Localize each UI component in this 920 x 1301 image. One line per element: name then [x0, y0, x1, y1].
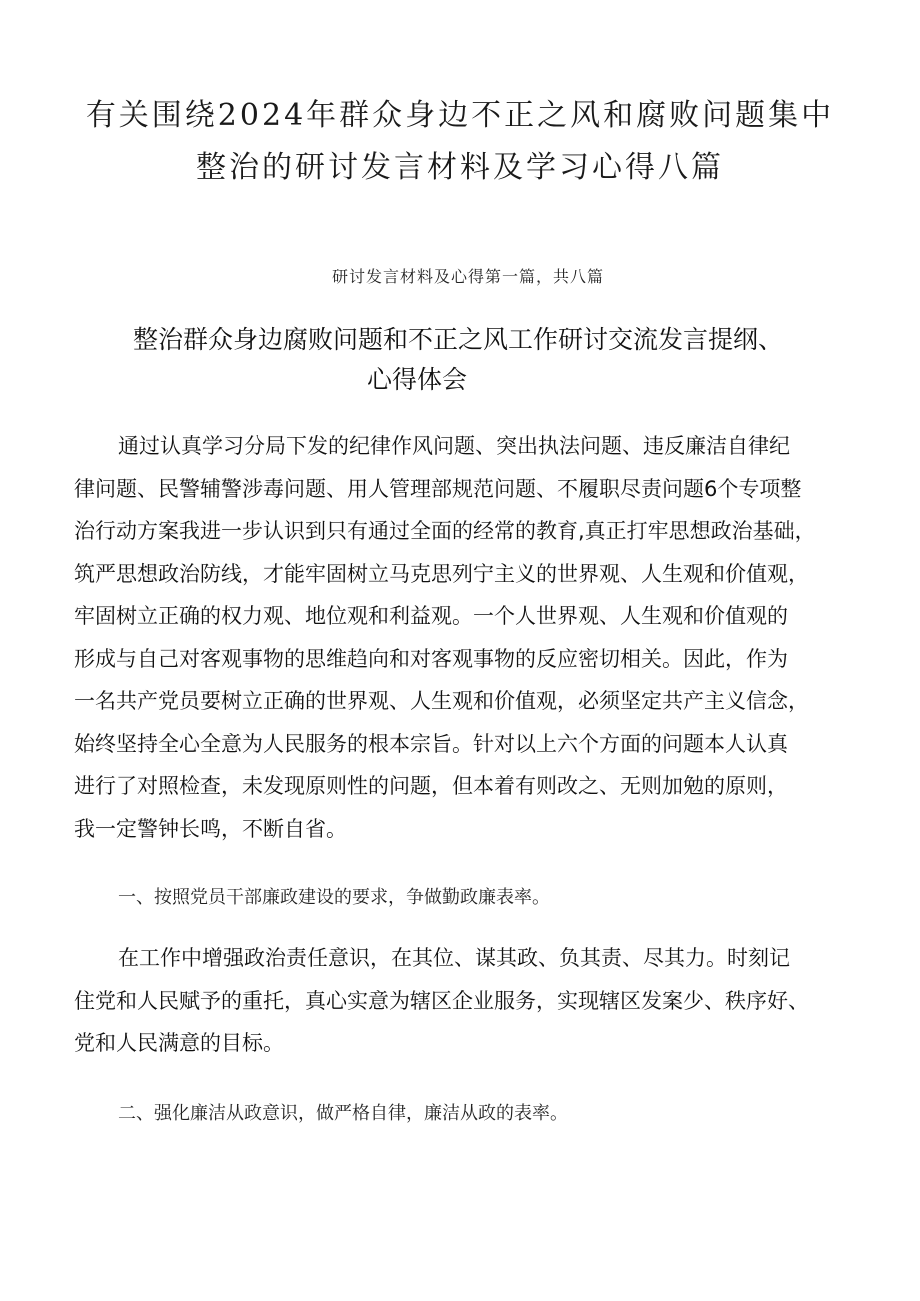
- paragraph-line: 牢固树立正确的权力观、地位观和利益观。一个人世界观、人生观和价值观的: [74, 604, 788, 628]
- section-title-line: 心得体会: [367, 365, 468, 394]
- paragraph-line: 律问题、民警辅警涉毒问题、用人管理部规范问题、不履职尽责问题6个专项整: [74, 476, 802, 501]
- section-title-line: 整治群众身边腐败问题和不正之风工作研讨交流发言提纲、: [133, 325, 784, 354]
- paragraph-line: 始终坚持全心全意为人民服务的根本宗旨。针对以上六个方面的问题本人认真: [74, 731, 788, 756]
- paragraph-line: 住党和人民赋予的重托，真心实意为辖区企业服务，实现辖区发案少、秩序好、: [74, 988, 809, 1013]
- paragraph-line: 进行了对照检查，未发现原则性的问题，但本着有则改之、无则加勉的原则，: [74, 774, 788, 798]
- section-heading-1: 一、按照党员干部廉政建设的要求，争做勤政廉表率。: [118, 887, 550, 908]
- document-subtitle: 研讨发言材料及心得第一篇，共八篇: [331, 267, 604, 286]
- paragraph-line: 在工作中增强政治责任意识，在其位、谋其政、负其责、尽其力。时刻记: [118, 946, 790, 970]
- document-title-line: 整治的研讨发言材料及学习心得八篇: [196, 150, 724, 185]
- paragraph-line: 通过认真学习分局下发的纪律作风问题、突出执法问题、违反廉洁自律纪: [118, 434, 790, 458]
- section-heading-2: 二、强化廉洁从政意识，做严格自律，廉洁从政的表率。: [118, 1103, 568, 1124]
- section-title: [133, 320, 873, 400]
- paragraph-line: 党和人民满意的目标。: [74, 1031, 284, 1055]
- paragraph-line: 我一定警钟长鸣，不断自省。: [74, 816, 347, 841]
- body-paragraph: [74, 425, 889, 850]
- paragraph-line: 形成与自己对客观事物的思维趋向和对客观事物的反应密切相关。因此，作为: [74, 646, 788, 671]
- paragraph-line: 筑严思想政治防线，才能牢固树立马克思列宁主义的世界观、人生观和价值观，: [74, 561, 809, 586]
- document-title-line: 有关围绕2024年群众身边不正之风和腐败问题集中: [85, 98, 835, 133]
- paragraph-line: 一名共产党员要树立正确的世界观、人生观和价值观，必须坚定共产主义信念，: [74, 689, 809, 713]
- body-paragraph: [74, 937, 889, 1065]
- document-title: [60, 90, 860, 194]
- paragraph-line: 治行动方案我进一步认识到只有通过全面的经常的教育,真正打牢思想政治基础，: [74, 519, 816, 543]
